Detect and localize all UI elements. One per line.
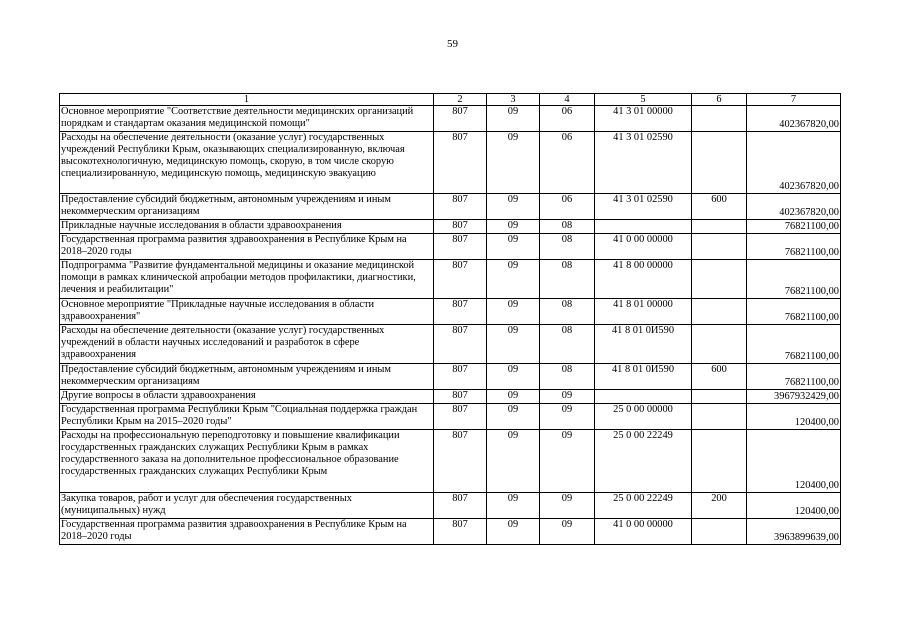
section-cell: 09 — [487, 220, 540, 234]
target-article-cell: 41 3 01 00000 — [595, 106, 692, 132]
section-cell: 09 — [487, 430, 540, 493]
grbs-cell: 807 — [434, 132, 487, 194]
table-row — [60, 390, 841, 404]
grbs-cell: 807 — [434, 106, 487, 132]
row-name-cell: Расходы на обеспечение деятельности (оказание услуг) государственных учреждений в области научных исследований и разработок в сфере здравоохранения — [60, 325, 434, 364]
target-article-cell: 41 8 01 00000 — [595, 299, 692, 325]
target-article-cell: 41 0 00 00000 — [595, 519, 692, 545]
amount-cell: 402367820,00 — [747, 106, 841, 132]
amount-cell: 120400,00 — [747, 404, 841, 430]
grbs-cell: 807 — [434, 430, 487, 493]
subsection-cell: 09 — [540, 519, 595, 545]
row-name-cell: Закупка товаров, работ и услуг для обеспечения государственных (муниципальных) нужд — [60, 493, 434, 519]
expense-type-cell: 600 — [692, 364, 747, 390]
grbs-cell: 807 — [434, 194, 487, 220]
expense-type-cell — [692, 234, 747, 260]
header-cell: 5 — [595, 94, 692, 106]
header-cell: 6 — [692, 94, 747, 106]
amount-cell: 76821100,00 — [747, 234, 841, 260]
section-cell: 09 — [487, 260, 540, 299]
row-name-cell: Другие вопросы в области здравоохранения — [60, 390, 434, 404]
subsection-cell: 08 — [540, 364, 595, 390]
amount-cell: 402367820,00 — [747, 194, 841, 220]
grbs-cell: 807 — [434, 404, 487, 430]
row-name-cell: Предоставление субсидий бюджетным, автономным учреждениям и иным некоммерческим организациям — [60, 194, 434, 220]
grbs-cell: 807 — [434, 519, 487, 545]
target-article-cell: 41 8 01 0И590 — [595, 364, 692, 390]
amount-cell: 76821100,00 — [747, 299, 841, 325]
row-name-cell: Государственная программа Республики Крым "Социальная поддержка граждан Республики Крым на 2015–2020 годы" — [60, 404, 434, 430]
target-article-cell: 41 8 00 00000 — [595, 260, 692, 299]
row-name-cell: Подпрограмма "Развитие фундаментальной медицины и оказание медицинской помощи в рамках клинической апробации методов профилактики, диагностики, лечения и реабилитации" — [60, 260, 434, 299]
expense-type-cell: 600 — [692, 194, 747, 220]
subsection-cell: 09 — [540, 404, 595, 430]
grbs-cell: 807 — [434, 299, 487, 325]
grbs-cell: 807 — [434, 390, 487, 404]
amount-cell: 76821100,00 — [747, 364, 841, 390]
expense-type-cell — [692, 325, 747, 364]
target-article-cell: 25 0 00 22249 — [595, 430, 692, 493]
row-name-cell: Расходы на обеспечение деятельности (оказание услуг) государственных учреждений Республики Крым, оказывающих специализированную, включая высокотехнологичную, медицинскую помощь, скорую, в том числе скорую специализированную, медицинскую помощь, медицинскую эвакуацию — [60, 132, 434, 194]
section-cell: 09 — [487, 390, 540, 404]
header-cell: 4 — [540, 94, 595, 106]
amount-cell: 76821100,00 — [747, 260, 841, 299]
target-article-cell: 41 3 01 02590 — [595, 194, 692, 220]
amount-cell: 76821100,00 — [747, 325, 841, 364]
amount-cell: 120400,00 — [747, 430, 841, 493]
expense-type-cell — [692, 430, 747, 493]
amount-cell: 3967932429,00 — [747, 390, 841, 404]
expense-type-cell — [692, 519, 747, 545]
section-cell: 09 — [487, 234, 540, 260]
grbs-cell: 807 — [434, 364, 487, 390]
expense-type-cell — [692, 404, 747, 430]
expense-type-cell — [692, 390, 747, 404]
header-cell: 7 — [747, 94, 841, 106]
expense-type-cell — [692, 299, 747, 325]
subsection-cell: 08 — [540, 325, 595, 364]
amount-cell: 402367820,00 — [747, 132, 841, 194]
subsection-cell: 09 — [540, 430, 595, 493]
row-name-cell: Основное мероприятие "Прикладные научные исследования в области здравоохранения" — [60, 299, 434, 325]
table-row — [60, 106, 841, 132]
table-row — [60, 299, 841, 325]
amount-cell: 76821100,00 — [747, 220, 841, 234]
page-number: 59 — [447, 38, 458, 50]
budget-table — [59, 93, 841, 545]
table-row — [60, 194, 841, 220]
expense-type-cell: 200 — [692, 493, 747, 519]
section-cell: 09 — [487, 519, 540, 545]
target-article-cell — [595, 390, 692, 404]
subsection-cell: 06 — [540, 132, 595, 194]
subsection-cell: 09 — [540, 493, 595, 519]
expense-type-cell — [692, 260, 747, 299]
target-article-cell — [595, 220, 692, 234]
expense-type-cell — [692, 220, 747, 234]
table-row — [60, 234, 841, 260]
target-article-cell: 25 0 00 00000 — [595, 404, 692, 430]
subsection-cell: 08 — [540, 299, 595, 325]
section-cell: 09 — [487, 299, 540, 325]
subsection-cell: 08 — [540, 260, 595, 299]
row-name-cell: Основное мероприятие "Соответствие деятельности медицинских организаций порядкам и стандартам оказания медицинской помощи" — [60, 106, 434, 132]
row-name-cell: Государственная программа развития здравоохранения в Республике Крым на 2018–2020 годы — [60, 234, 434, 260]
section-cell: 09 — [487, 194, 540, 220]
expense-type-cell — [692, 132, 747, 194]
subsection-cell: 09 — [540, 390, 595, 404]
table-row — [60, 220, 841, 234]
header-row — [60, 94, 841, 106]
grbs-cell: 807 — [434, 493, 487, 519]
subsection-cell: 06 — [540, 194, 595, 220]
row-name-cell: Прикладные научные исследования в области здравоохранения — [60, 220, 434, 234]
grbs-cell: 807 — [434, 260, 487, 299]
subsection-cell: 08 — [540, 220, 595, 234]
section-cell: 09 — [487, 132, 540, 194]
grbs-cell: 807 — [434, 220, 487, 234]
table-row — [60, 519, 841, 545]
row-name-cell: Предоставление субсидий бюджетным, автономным учреждениям и иным некоммерческим организациям — [60, 364, 434, 390]
amount-cell: 120400,00 — [747, 493, 841, 519]
grbs-cell: 807 — [434, 325, 487, 364]
table-row — [60, 325, 841, 364]
section-cell: 09 — [487, 106, 540, 132]
subsection-cell: 08 — [540, 234, 595, 260]
target-article-cell: 41 0 00 00000 — [595, 234, 692, 260]
header-cell: 1 — [60, 94, 434, 106]
table-row — [60, 260, 841, 299]
subsection-cell: 06 — [540, 106, 595, 132]
grbs-cell: 807 — [434, 234, 487, 260]
target-article-cell: 41 3 01 02590 — [595, 132, 692, 194]
section-cell: 09 — [487, 404, 540, 430]
amount-cell: 3963899639,00 — [747, 519, 841, 545]
target-article-cell: 41 8 01 0И590 — [595, 325, 692, 364]
row-name-cell: Расходы на профессиональную переподготовку и повышение квалификации государственных гражданских служащих Республики Крым в рамках государственного заказа на дополнительное профессиональное образование государственных гражданских служащих Республики Крым — [60, 430, 434, 493]
table-row — [60, 404, 841, 430]
target-article-cell: 25 0 00 22249 — [595, 493, 692, 519]
header-cell: 2 — [434, 94, 487, 106]
expense-type-cell — [692, 106, 747, 132]
table-row — [60, 132, 841, 194]
section-cell: 09 — [487, 493, 540, 519]
section-cell: 09 — [487, 325, 540, 364]
table-row — [60, 430, 841, 493]
section-cell: 09 — [487, 364, 540, 390]
row-name-cell: Государственная программа развития здравоохранения в Республике Крым на 2018–2020 годы — [60, 519, 434, 545]
table-row — [60, 364, 841, 390]
header-cell: 3 — [487, 94, 540, 106]
table-row — [60, 493, 841, 519]
